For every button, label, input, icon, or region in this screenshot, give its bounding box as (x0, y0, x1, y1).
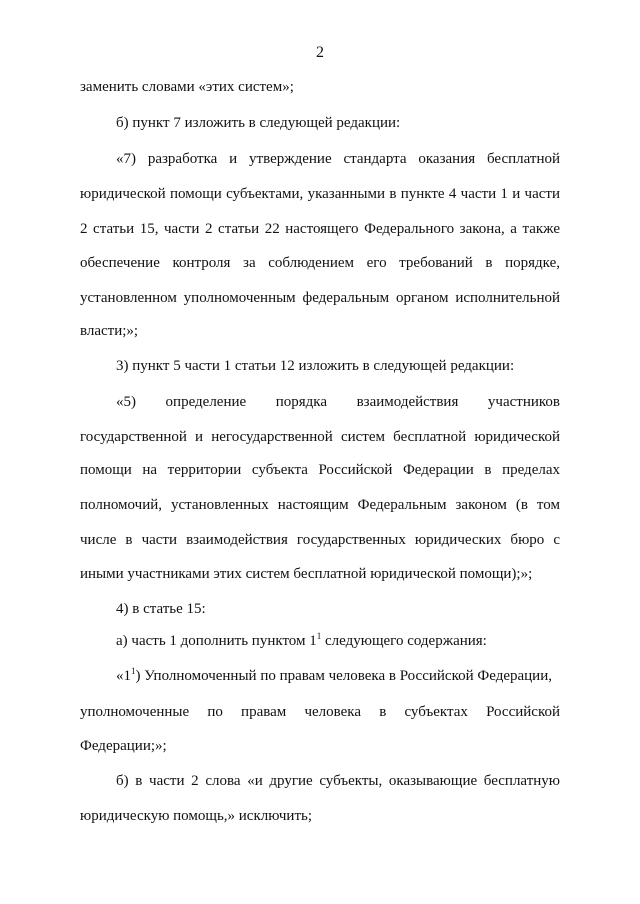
text-line: Федерации;»; (80, 738, 167, 754)
text-line: юридическую помощь,» исключить; (80, 808, 313, 824)
text-line (116, 632, 560, 650)
text-line (116, 667, 560, 685)
text-run: ) Уполномоченный по правам человека в Российской Федерации, (135, 668, 552, 684)
text-line: власти;»; (80, 323, 139, 339)
text-line: 3) пункт 5 части 1 статьи 12 изложить в следующей редакции: (116, 358, 515, 374)
text-line: государственной и негосударственной систем бесплатной юридической (80, 429, 560, 445)
text-line: б) пункт 7 изложить в следующей редакции: (116, 115, 401, 131)
text-line: 4) в статье 15: (116, 601, 206, 617)
text-line: иными участниками этих систем бесплатной юридической помощи);»; (80, 566, 533, 582)
superscript: 1 (316, 631, 322, 641)
text-run: а) часть 1 дополнить пунктом 1 (116, 633, 317, 649)
text-run: следующего содержания: (321, 633, 487, 649)
text-line: установленном уполномоченным федеральным органом исполнительной (80, 290, 560, 306)
page-number: 2 (316, 44, 324, 61)
text-line: числе в части взаимодействия государственных юридических бюро с (80, 532, 560, 548)
text-line: заменить словами «этих систем»; (80, 79, 294, 95)
text-line: юридической помощи субъектами, указанными в пункте 4 части 1 и части (80, 186, 560, 202)
text-line: «5) определение порядка взаимодействия участников (116, 394, 560, 410)
text-line: 2 статьи 15, части 2 статьи 22 настоящего Федерального закона, а также (80, 221, 560, 237)
text-line: обеспечение контроля за соблюдением его требований в порядке, (80, 255, 560, 271)
superscript: 1 (131, 666, 136, 676)
text-line: помощи на территории субъекта Российской Федерации в пределах (80, 462, 560, 478)
text-line: полномочий, установленных настоящим Федеральным законом (в том (80, 497, 560, 513)
text-run: «1 (116, 668, 131, 684)
text-line: уполномоченные по правам человека в субъектах Российской (80, 704, 560, 720)
text-line: «7) разработка и утверждение стандарта оказания бесплатной (116, 151, 560, 167)
text-line: б) в части 2 слова «и другие субъекты, оказывающие бесплатную (116, 773, 560, 789)
